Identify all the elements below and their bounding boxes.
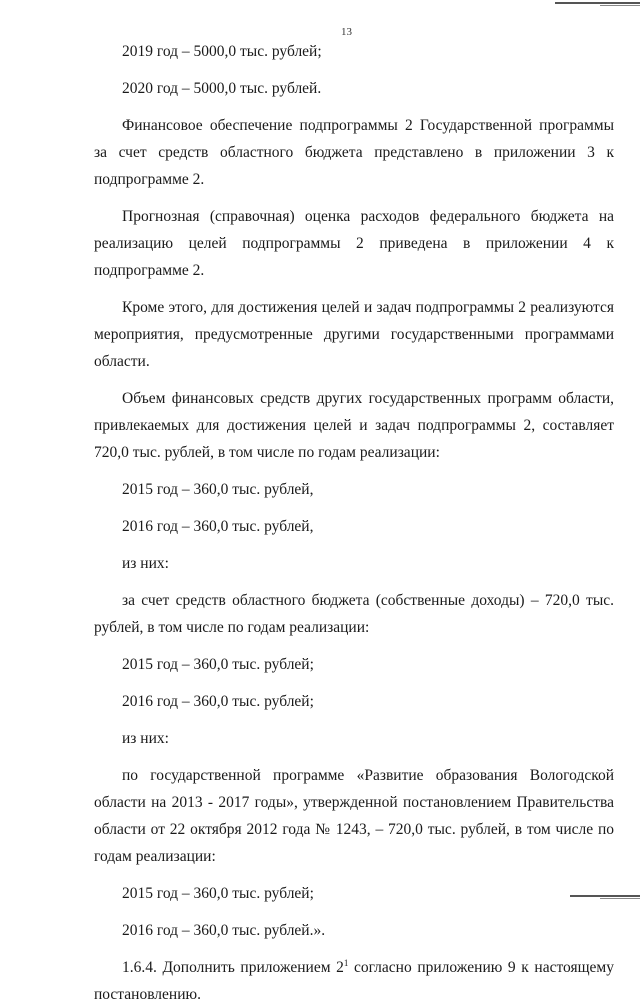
paragraph-amendment bbox=[94, 954, 614, 1008]
paragraph-financing: Финансовое обеспечение подпрограммы 2 Государственной программы за счет средств областного бюджета представлено в приложении 3 к подпрограмме 2. bbox=[94, 117, 614, 188]
paragraph-volume: Объем финансовых средств других государственных программ области, привлекаемых для достижения целей и задач подпрограммы 2, составляет 720,0 тыс. рублей, в том числе по годам реализации: bbox=[94, 390, 614, 461]
paragraph-of-them-b: из них: bbox=[122, 730, 169, 747]
paragraph-2019: 2019 год – 5000,0 тыс. рублей; bbox=[122, 43, 322, 60]
amendment-superscript: 1 bbox=[343, 957, 349, 968]
paragraph-2015-c: 2015 год – 360,0 тыс. рублей; bbox=[122, 885, 314, 902]
paragraph-education-program: по государственной программе «Развитие образования Вологодской области на 2013 - 2017 годы», утвержденной постановлением Правительства области от 22 октября 2012 года № 1243, – 720,0 тыс. рублей, в том числе по годам реализации: bbox=[94, 767, 614, 865]
paragraph-2016-c: 2016 год – 360,0 тыс. рублей.». bbox=[122, 922, 326, 939]
paragraph-2016-b: 2016 год – 360,0 тыс. рублей; bbox=[122, 693, 314, 710]
page-number: 13 bbox=[341, 26, 352, 38]
paragraph-2015-b: 2015 год – 360,0 тыс. рублей; bbox=[122, 656, 314, 673]
amendment-text-after: согласно приложению 9 к настоящему постановлению. bbox=[94, 959, 614, 1003]
paragraph-other-programs: Кроме этого, для достижения целей и задач подпрограммы 2 реализуются мероприятия, предусмотренные другими государственными программами области. bbox=[94, 299, 614, 370]
scan-mark-bottom bbox=[570, 895, 640, 897]
paragraph-2020: 2020 год – 5000,0 тыс. рублей. bbox=[122, 80, 322, 97]
paragraph-regional-budget: за счет средств областного бюджета (собственные доходы) – 720,0 тыс. рублей, в том числе по годам реализации: bbox=[94, 592, 614, 636]
paragraph-of-them-a: из них: bbox=[122, 555, 169, 572]
amendment-text-before: 1.6.4. Дополнить приложением 2 bbox=[122, 959, 344, 976]
document-body bbox=[94, 38, 614, 1008]
scan-mark-top bbox=[555, 2, 640, 4]
paragraph-2015-a: 2015 год – 360,0 тыс. рублей, bbox=[122, 481, 314, 498]
paragraph-2016-a: 2016 год – 360,0 тыс. рублей, bbox=[122, 518, 314, 535]
paragraph-federal-estimate: Прогнозная (справочная) оценка расходов федерального бюджета на реализацию целей подпрограммы 2 приведена в приложении 4 к подпрограмме 2. bbox=[94, 208, 614, 279]
